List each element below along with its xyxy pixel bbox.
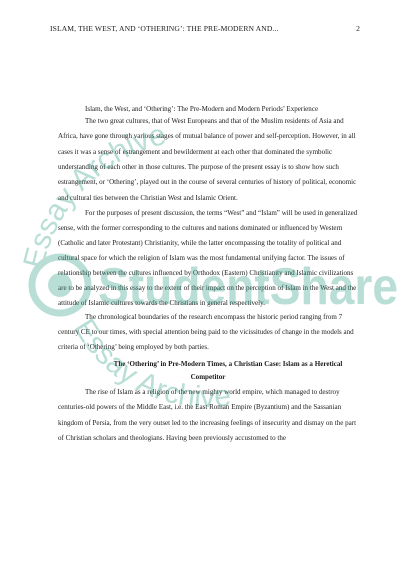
watermark-brand: StudentShare <box>98 258 398 316</box>
watermark-arc-bottom: Essay Archive <box>67 313 233 415</box>
running-title: ISLAM, THE WEST, AND ‘OTHERING’: THE PRE-MODERN AND... <box>50 24 279 33</box>
paragraph-1: The two great cultures, that of West Europeans and that of the Muslim residents of Asia and Africa, have gone through various stages of mutual balance of power and self-perception. However, in all cases it was a sense of estrangement and bewilderment at each other that dominated the symbolic understanding of each other in those cultures. The purpose of the present essay is to show how such estrangement, or ‘Othering’, played out in the course of several centuries of history of political, economic and cultural ties between the Christian West and Islamic Orient. <box>58 117 357 202</box>
section-heading-continued: Competitor <box>190 373 226 382</box>
essay-title: Islam, the West, and ‘Othering’: The Pre-Modern and Modern Periods’ Experience <box>85 105 319 113</box>
watermark-arc-top: Essay Archive <box>17 117 170 272</box>
page-number: 2 <box>356 24 360 33</box>
running-header <box>50 24 360 38</box>
paragraph-3: The chronological boundaries of the research encompass the historic period ranging from 7 century CE to our times, with special attention being paid to the vicissitudes of change in the models and criteria of ‘Othering’ being employed by both parties. <box>58 313 354 352</box>
document-body <box>58 104 358 447</box>
section-heading: The ‘Othering’ in Pre-Modern Times, a Christian Case: Islam as a Heretical <box>113 360 343 369</box>
paragraph-4: The rise of Islam as a religion of the new mighty world empire, which managed to destroy centuries-old powers of the Middle East, i.e. the East Roman Empire (Byzantium) and the Sassanian kingdom of Persia, from the very outset led to the increasing feelings of insecurity and dismay on the part of Christian scholars and theologians. Having been previously accustomed to the <box>58 388 357 443</box>
paragraph-2: For the purposes of present discussion, the terms “West” and “Islam” will be used in generalized sense, with the former corresponding to the cultures and nations dominated or influenced by Western (Catholic and later Protestant) Christianity, while the latter encompassing the totality of political and cultural space for which the religion of Islam was the most fundamental unifying factor. The issues of relationship between the cultures influenced by Orthodox (Eastern) Christianity and Islamic civilizations are to be analyzed in this essay to the extent of their impact on the perception of Islam in the West and the attitude of Islamic cultures towards the Christians in general respectively. <box>58 209 358 307</box>
